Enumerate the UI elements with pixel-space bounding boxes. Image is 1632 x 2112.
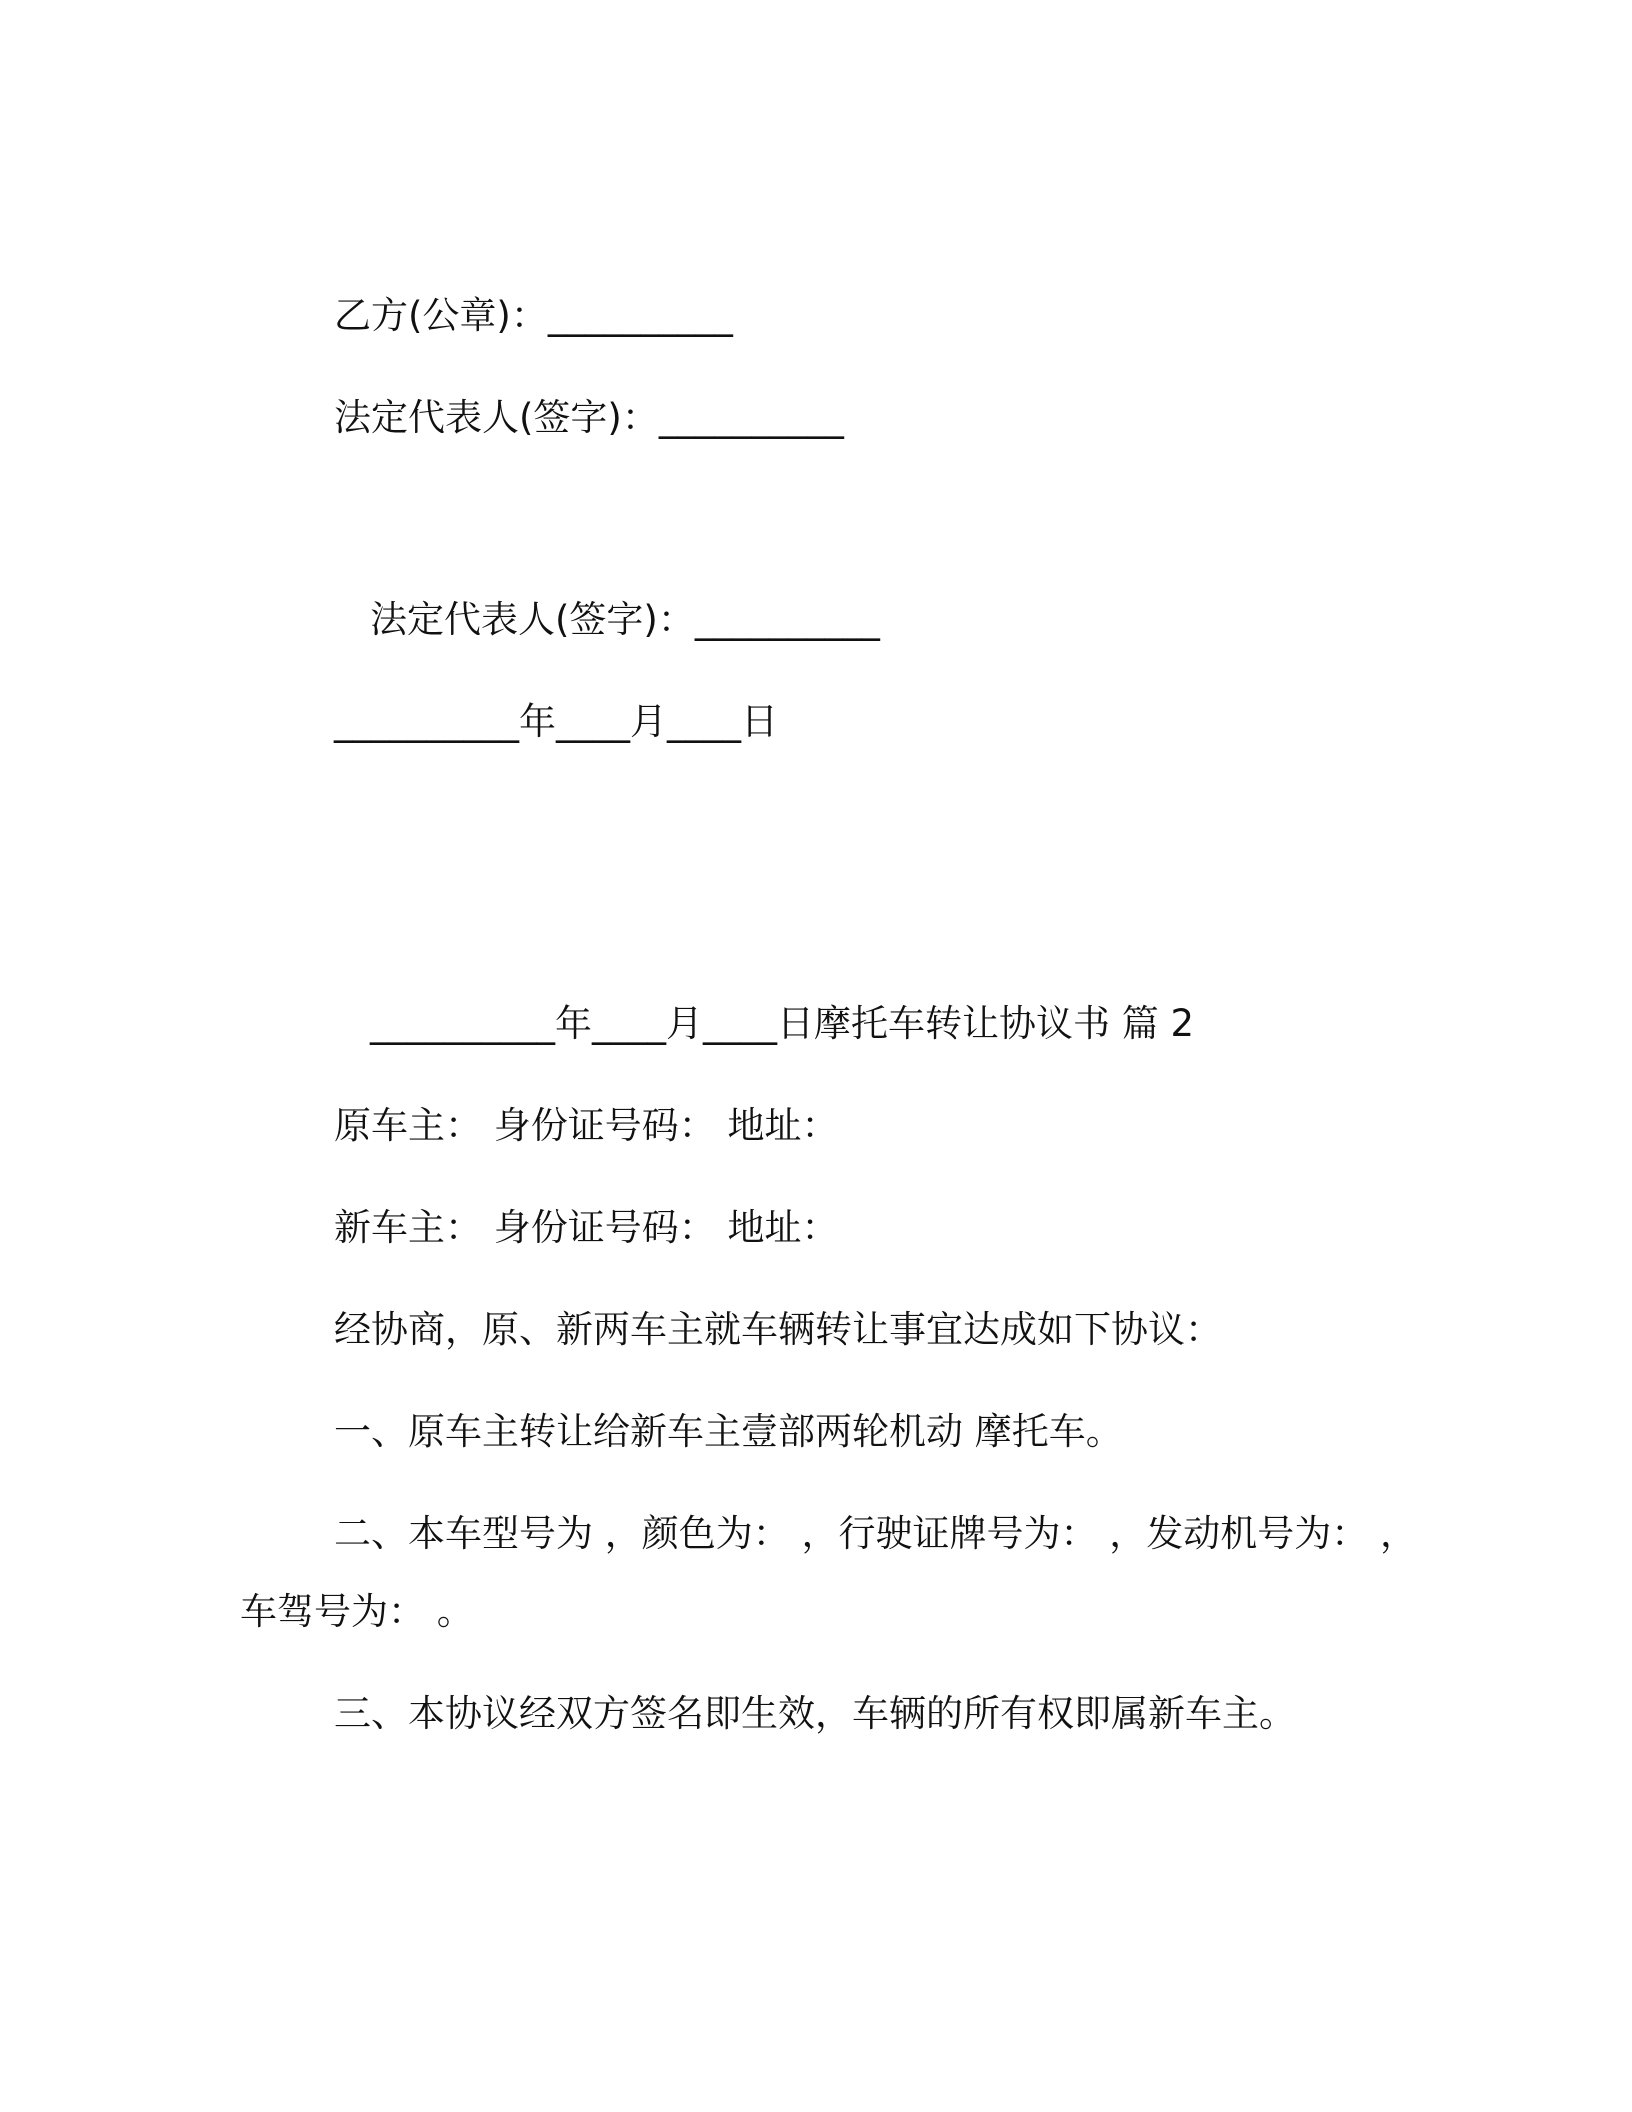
date-line: __________年____月____日 xyxy=(334,700,778,743)
clause-2-line-2: 车驾号为： 。 xyxy=(240,1590,474,1633)
legal-rep-signature-line-1: 法定代表人(签字)：__________ xyxy=(334,396,844,439)
party-b-seal-line: 乙方(公章)：__________ xyxy=(334,294,733,337)
new-owner-line: 新车主： 身份证号码： 地址： xyxy=(334,1206,839,1249)
section-title: __________年____月____日摩托车转让协议书 篇 2 xyxy=(370,1002,1195,1045)
legal-rep-signature-line-2: 法定代表人(签字)：__________ xyxy=(370,598,880,641)
clause-3: 三、本协议经双方签名即生效，车辆的所有权即属新车主。 xyxy=(334,1692,1296,1735)
original-owner-line: 原车主： 身份证号码： 地址： xyxy=(334,1104,839,1147)
agreement-intro: 经协商，原、新两车主就车辆转让事宜达成如下协议： xyxy=(334,1308,1222,1351)
clause-2-line-1: 二、本车型号为 ，颜色为： ，行驶证牌号为： ，发动机号为： ， xyxy=(334,1512,1418,1555)
clause-1: 一、原车主转让给新车主壹部两轮机动 摩托车。 xyxy=(334,1410,1123,1453)
